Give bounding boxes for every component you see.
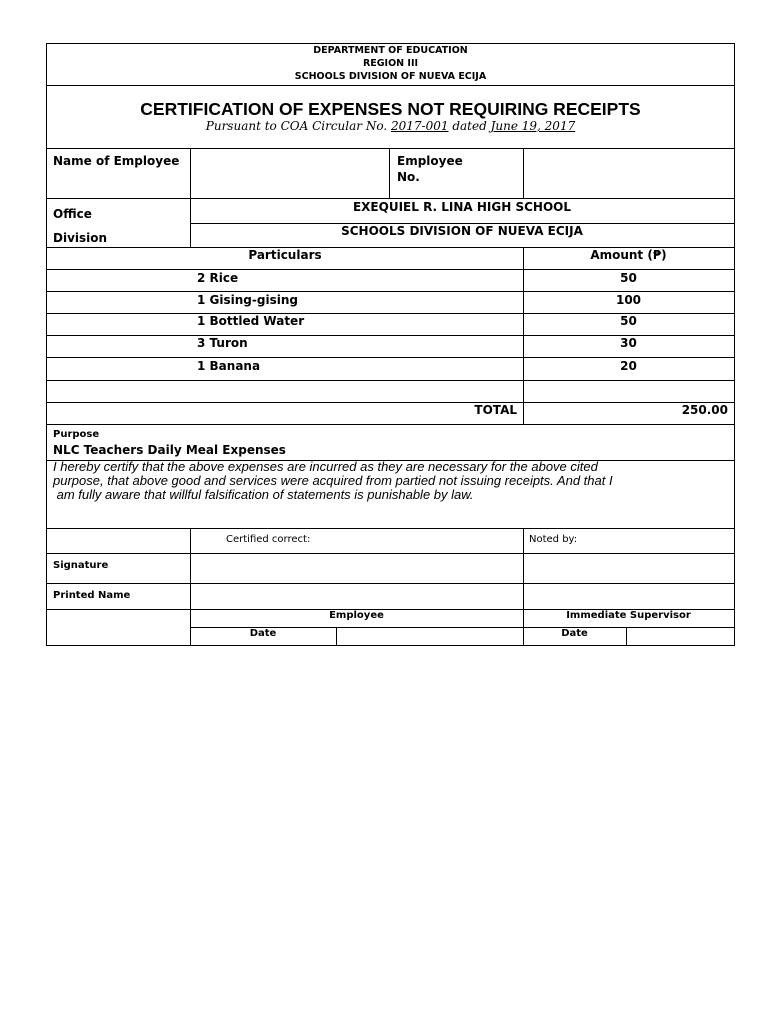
supervisor-date-label: Date <box>561 628 588 639</box>
rule <box>47 553 734 554</box>
amount-header: Amount (₱) <box>590 248 667 262</box>
item-turon: 3 Turon <box>197 336 248 350</box>
item-gising-gising: 1 Gising-gising <box>197 293 298 307</box>
subtitle-prefix: Pursuant to COA Circular No. <box>205 119 388 133</box>
division-label: Division <box>53 231 108 245</box>
rule <box>47 148 734 149</box>
employee-no-field[interactable] <box>527 150 731 196</box>
header-region: REGION III <box>362 58 419 69</box>
rule <box>389 148 390 198</box>
certification-line-3: am fully aware that willful falsification of statements is punishable by law. <box>53 487 474 502</box>
amount-turon: 30 <box>620 336 637 350</box>
item-bottled-water: 1 Bottled Water <box>197 314 305 328</box>
rule <box>47 291 734 292</box>
noted-by-label: Noted by: <box>529 534 578 545</box>
rule <box>47 198 734 199</box>
amount-rice: 50 <box>620 271 637 285</box>
supervisor-printed-name-field[interactable] <box>527 585 731 607</box>
office-value: EXEQUIEL R. LINA HIGH SCHOOL <box>352 200 571 214</box>
amount-banana: 20 <box>620 359 637 373</box>
supervisor-label: Immediate Supervisor <box>566 610 691 621</box>
employee-no-label: Employee <box>397 154 463 168</box>
item-banana: 1 Banana <box>197 359 261 373</box>
signature-label: Signature <box>53 560 109 571</box>
page-title: CERTIFICATION OF EXPENSES NOT REQUIRING RECEIPTS <box>140 99 641 119</box>
amount-bottled-water: 50 <box>620 314 637 328</box>
total-value: 250.00 <box>681 403 728 417</box>
circular-number: 2017-001 <box>390 119 449 133</box>
printed-name-label: Printed Name <box>53 590 131 601</box>
employee-name-field[interactable] <box>193 150 385 196</box>
supervisor-signature-field[interactable] <box>527 555 731 581</box>
employee-date-label: Date <box>249 628 277 639</box>
rule <box>47 528 734 529</box>
purpose-label: Purpose <box>53 429 100 440</box>
office-label: Office <box>53 207 92 221</box>
header-department: DEPARTMENT OF EDUCATION <box>313 45 468 56</box>
rule <box>47 583 734 584</box>
purpose-value: NLC Teachers Daily Meal Expenses <box>53 443 286 457</box>
rule <box>626 627 627 645</box>
total-label: TOTAL <box>474 403 517 417</box>
rule <box>47 380 734 381</box>
amount-gising-gising: 100 <box>615 293 642 307</box>
particulars-header: Particulars <box>248 248 322 262</box>
certification-line-2: purpose, that above good and services were acquired from partied not issuing receipts. And that I <box>53 473 613 488</box>
employee-signature-field[interactable] <box>193 555 519 581</box>
rule <box>523 148 524 198</box>
rule <box>47 85 734 86</box>
employee-label: Employee <box>329 610 384 621</box>
rule <box>47 269 734 270</box>
circular-date: June 19, 2017 <box>490 119 576 133</box>
division-value: SCHOOLS DIVISION OF NUEVA ECIJA <box>341 224 583 238</box>
item-rice: 2 Rice <box>197 271 239 285</box>
employee-printed-name-field[interactable] <box>193 585 519 607</box>
employee-name-label: Name of Employee <box>53 154 180 168</box>
rule <box>336 627 337 645</box>
employee-date-field[interactable] <box>338 629 521 644</box>
subtitle-dated: dated <box>452 119 487 133</box>
certification-line-1: I hereby certify that the above expenses are incurred as they are necessary for the above cited <box>53 459 598 474</box>
rule <box>47 357 734 358</box>
header-division: SCHOOLS DIVISION OF NUEVA ECIJA <box>294 71 487 82</box>
supervisor-date-field[interactable] <box>628 629 732 644</box>
employee-no-label-2: No. <box>397 170 420 184</box>
certification-form <box>46 43 735 646</box>
page-subtitle <box>47 119 734 133</box>
certified-correct-label: Certified correct: <box>226 534 311 545</box>
rule <box>47 424 734 425</box>
